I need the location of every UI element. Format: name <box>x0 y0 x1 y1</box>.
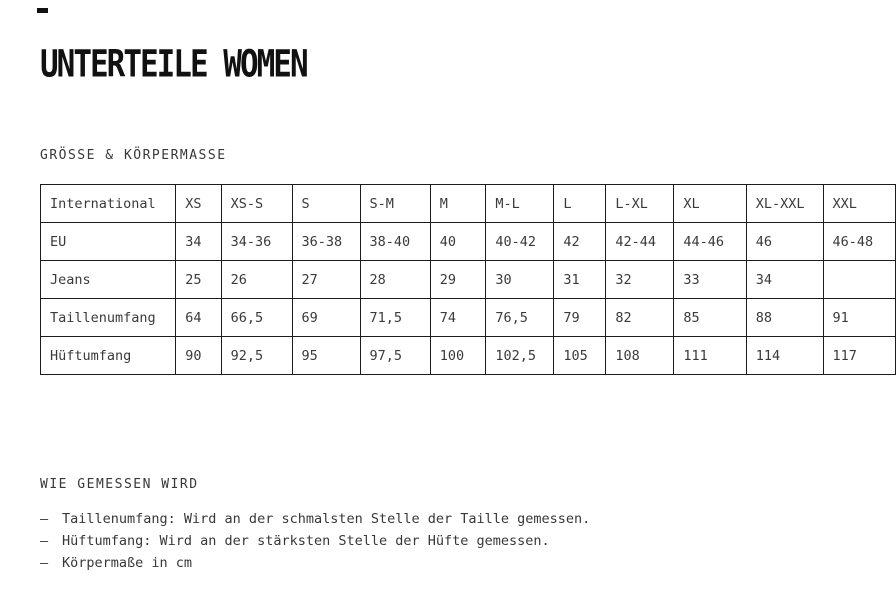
list-item <box>40 552 590 574</box>
size-cell: 29 <box>430 261 486 299</box>
column-header: XL <box>674 185 746 223</box>
column-header: L <box>554 185 606 223</box>
column-header: S-M <box>360 185 430 223</box>
size-cell: 36-38 <box>292 223 360 261</box>
size-cell: 88 <box>746 299 823 337</box>
column-header: XS <box>176 185 221 223</box>
row-label: Jeans <box>41 261 176 299</box>
size-cell: 108 <box>606 337 674 375</box>
section-heading-sizes: GRÖSSE & KÖRPERMASSE <box>40 148 227 163</box>
size-cell: 71,5 <box>360 299 430 337</box>
size-cell: 64 <box>176 299 221 337</box>
size-cell: 46-48 <box>823 223 896 261</box>
size-cell: 26 <box>221 261 292 299</box>
size-cell: 40-42 <box>486 223 554 261</box>
size-cell: 32 <box>606 261 674 299</box>
size-cell: 33 <box>674 261 746 299</box>
table-row <box>41 261 896 299</box>
size-cell: 111 <box>674 337 746 375</box>
size-cell: 46 <box>746 223 823 261</box>
column-header: XXL <box>823 185 896 223</box>
size-cell: 30 <box>486 261 554 299</box>
size-cell: 28 <box>360 261 430 299</box>
list-item <box>40 508 590 530</box>
table-header-row <box>41 185 896 223</box>
bullet-dash: – <box>40 555 49 571</box>
list-item-text: Körpermaße in cm <box>62 555 193 571</box>
size-cell: 100 <box>430 337 486 375</box>
size-cell: 27 <box>292 261 360 299</box>
size-cell: 25 <box>176 261 221 299</box>
table-body <box>41 223 896 375</box>
size-cell: 34-36 <box>221 223 292 261</box>
row-label: Taillenumfang <box>41 299 176 337</box>
size-cell: 82 <box>606 299 674 337</box>
table-row <box>41 337 896 375</box>
column-header: XL-XXL <box>746 185 823 223</box>
column-header-label: International <box>41 185 176 223</box>
size-cell <box>823 261 896 299</box>
list-item-text: Hüftumfang: Wird an der stärksten Stelle der Hüfte gemessen. <box>62 533 550 549</box>
size-cell: 114 <box>746 337 823 375</box>
measure-list <box>40 508 590 574</box>
list-item <box>40 530 590 552</box>
size-cell: 42-44 <box>606 223 674 261</box>
size-cell: 92,5 <box>221 337 292 375</box>
size-cell: 117 <box>823 337 896 375</box>
bullet-dash: – <box>40 511 49 527</box>
size-cell: 76,5 <box>486 299 554 337</box>
section-heading-measure: WIE GEMESSEN WIRD <box>40 477 199 492</box>
column-header: M-L <box>486 185 554 223</box>
column-header: L-XL <box>606 185 674 223</box>
size-cell: 34 <box>746 261 823 299</box>
bullet-dash: – <box>40 533 49 549</box>
column-header: XS-S <box>221 185 292 223</box>
row-label: Hüftumfang <box>41 337 176 375</box>
table-row <box>41 299 896 337</box>
size-cell: 97,5 <box>360 337 430 375</box>
size-cell: 90 <box>176 337 221 375</box>
size-cell: 95 <box>292 337 360 375</box>
column-header: S <box>292 185 360 223</box>
row-label: EU <box>41 223 176 261</box>
size-cell: 69 <box>292 299 360 337</box>
size-cell: 40 <box>430 223 486 261</box>
size-cell: 79 <box>554 299 606 337</box>
list-item-text: Taillenumfang: Wird an der schmalsten Stelle der Taille gemessen. <box>62 511 591 527</box>
size-cell: 44-46 <box>674 223 746 261</box>
size-cell: 38-40 <box>360 223 430 261</box>
page-title: UNTERTEILE WOMEN <box>40 42 307 86</box>
size-cell: 66,5 <box>221 299 292 337</box>
size-cell: 102,5 <box>486 337 554 375</box>
size-cell: 42 <box>554 223 606 261</box>
size-cell: 34 <box>176 223 221 261</box>
size-cell: 31 <box>554 261 606 299</box>
top-left-mark <box>37 8 48 13</box>
column-header: M <box>430 185 486 223</box>
size-cell: 105 <box>554 337 606 375</box>
size-cell: 74 <box>430 299 486 337</box>
size-cell: 91 <box>823 299 896 337</box>
size-table <box>40 184 896 375</box>
table-row <box>41 223 896 261</box>
size-cell: 85 <box>674 299 746 337</box>
